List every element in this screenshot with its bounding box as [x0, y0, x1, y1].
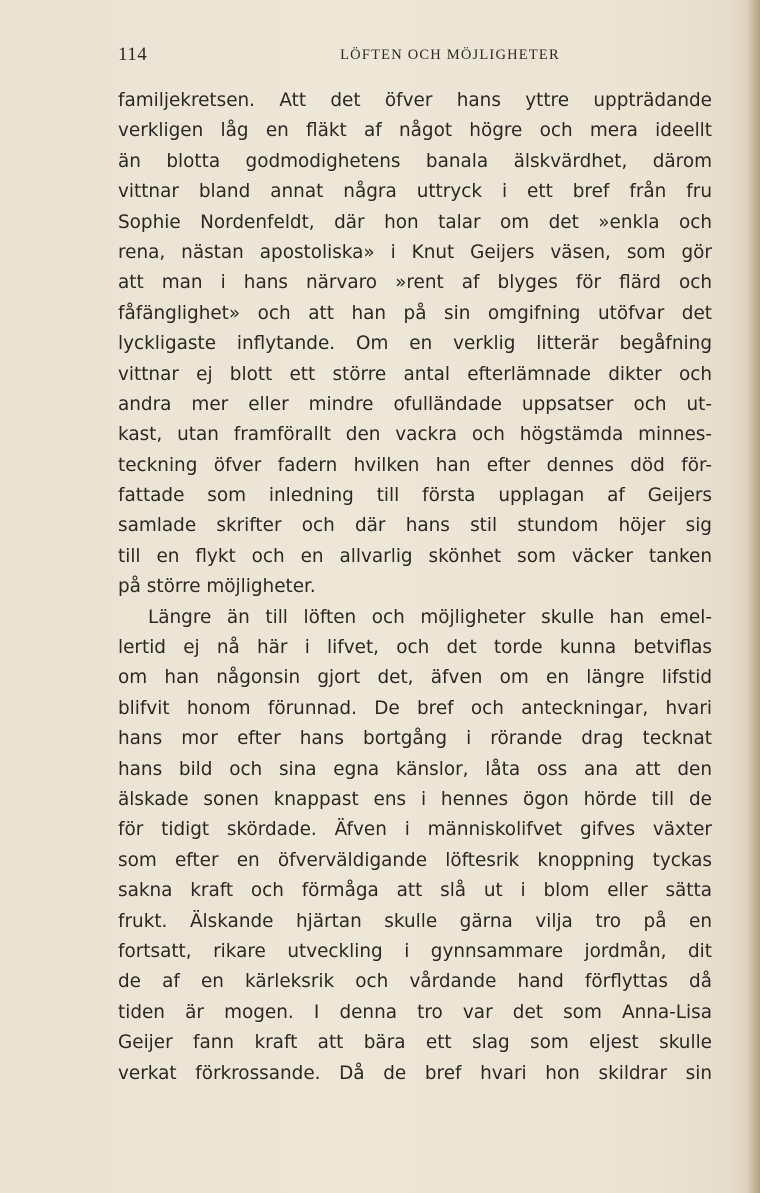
- text-line: Sophie Nordenfeldt, där hon talar om det »enkla och: [118, 211, 712, 233]
- text-line: teckning öfver fadern hvilken han efter dennes död för-: [118, 454, 712, 476]
- text-line: verkligen låg en fläkt af något högre och mera ideellt: [118, 120, 712, 142]
- text-line: hans bild och sina egna känslor, låta oss ana att den: [118, 758, 712, 780]
- text-line: lertid ej nå här i lifvet, och det torde kunna betviflas: [118, 637, 712, 659]
- running-head: LÖFTEN OCH MÖJLIGHETER: [340, 47, 560, 63]
- text-line: som efter en öfverväldigande löftesrik knoppning tyckas: [118, 849, 712, 871]
- text-line: lyckligaste inflytande. Om en verklig litterär begåfning: [118, 333, 712, 355]
- text-line: hans mor efter hans bortgång i rörande drag tecknat: [118, 728, 712, 750]
- text-line: rena, nästan apostoliska» i Knut Geijers väsen, som gör: [118, 241, 712, 263]
- body-text: [118, 86, 712, 1089]
- text-line: om han någonsin gjort det, äfven om en längre lifstid: [118, 667, 712, 689]
- text-line: blifvit honom förunnad. De bref och anteckningar, hvari: [118, 697, 712, 719]
- page-edge-shadow: [746, 0, 760, 1193]
- text-line: familjekretsen. Att det öfver hans yttre uppträdande: [118, 90, 712, 111]
- text-line: vittnar ej blott ett större antal efterlämnade dikter och: [118, 363, 712, 385]
- page-number: 114: [118, 44, 148, 65]
- text-line: fattade som inledning till första upplagan af Geijers: [118, 485, 712, 507]
- text-line: de af en kärleksrik och vårdande hand förflyttas då: [118, 971, 712, 993]
- text-line: fortsatt, rikare utveckling i gynnsammare jordmån, dit: [118, 940, 712, 962]
- text-line: Geijer fann kraft att bära ett slag som eljest skulle: [118, 1032, 712, 1054]
- paragraph-start-line: Längre än till löften och möjligheter skulle han emel-: [148, 606, 712, 628]
- text-line: än blotta godmodighetens banala älskvärdhet, därom: [118, 150, 712, 172]
- text-line: fåfänglighet» och att han på sin omgifning utöfvar det: [118, 302, 712, 324]
- text-line: tiden är mogen. I denna tro var det som Anna-Lisa: [118, 1001, 712, 1023]
- text-line: att man i hans närvaro »rent af blyges för flärd och: [118, 272, 712, 294]
- page-header: [118, 44, 712, 72]
- text-line: verkat förkrossande. Då de bref hvari hon skildrar sin: [118, 1062, 712, 1084]
- text-line: vittnar bland annat några uttryck i ett bref från fru: [118, 181, 712, 203]
- text-line: till en flykt och en allvarlig skönhet som väcker tanken: [118, 545, 712, 567]
- text-line: frukt. Älskande hjärtan skulle gärna vilja tro på en: [118, 910, 712, 932]
- paragraph-end-line: på större möjligheter.: [118, 576, 316, 598]
- text-line: samlade skrifter och där hans stil stundom höjer sig: [118, 515, 712, 537]
- text-line: andra mer eller mindre ofulländade uppsatser och ut-: [118, 393, 712, 415]
- text-line: sakna kraft och förmåga att slå ut i blom eller sätta: [118, 880, 712, 902]
- text-line: kast, utan framförallt den vackra och högstämda minnes-: [118, 424, 712, 446]
- text-line: för tidigt skördade. Äfven i människolifvet gifves växter: [118, 819, 712, 841]
- text-line: älskade sonen knappast ens i hennes ögon hörde till de: [118, 788, 712, 810]
